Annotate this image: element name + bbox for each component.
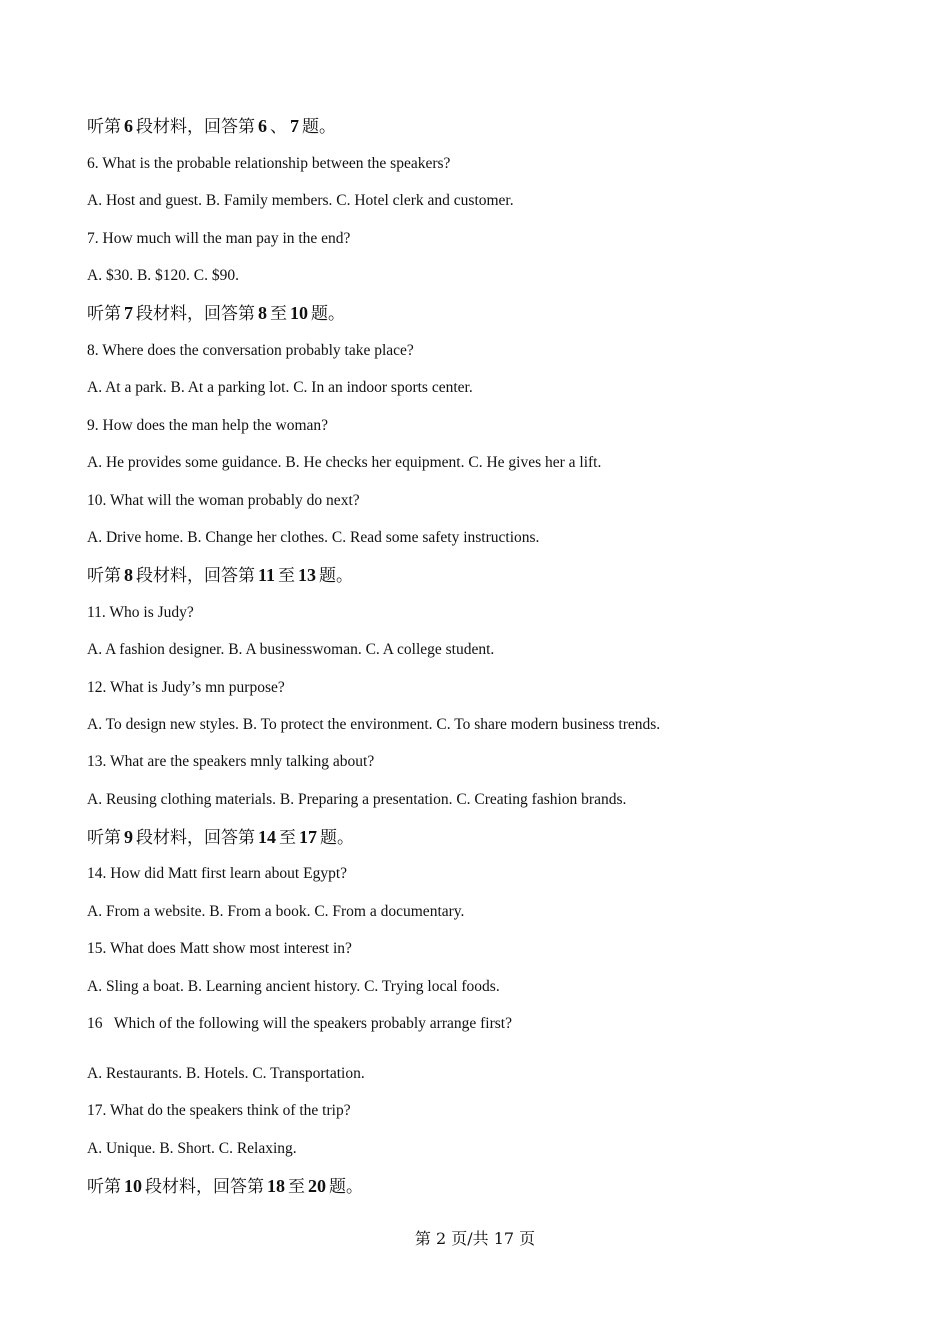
question-8: 8. Where does the conversation probably take place?: [87, 342, 414, 359]
options-14: A. From a website. B. From a book. C. From a documentary.: [87, 903, 465, 920]
heading-number: 8: [258, 303, 267, 323]
question-14: 14. How did Matt first learn about Egypt?: [87, 865, 348, 882]
heading-text: 听第: [87, 304, 121, 324]
heading-number: 17: [299, 827, 317, 847]
options-16: A. Restaurants. B. Hotels. C. Transportation.: [87, 1065, 365, 1082]
heading-text: 段材料，回答第: [136, 828, 255, 848]
options-13: A. Reusing clothing materials. B. Preparing a presentation. C. Creating fashion brands.: [87, 791, 627, 808]
heading-number: 7: [124, 303, 133, 323]
heading-text: 题。: [320, 828, 354, 848]
section-heading-8: [87, 565, 353, 586]
heading-text: 至: [288, 1177, 305, 1197]
heading-number: 6: [124, 116, 133, 136]
options-11: A. A fashion designer. B. A businesswoman. C. A college student.: [87, 641, 495, 658]
options-9: A. He provides some guidance. B. He checks her equipment. C. He gives her a lift.: [87, 454, 602, 471]
heading-text: 听第: [87, 1177, 121, 1197]
heading-text: 听第: [87, 117, 121, 137]
heading-text: 题。: [319, 566, 354, 586]
heading-text: 至: [270, 304, 287, 324]
options-17: A. Unique. B. Short. C. Relaxing.: [87, 1140, 297, 1157]
question-11: 11. Who is Judy?: [87, 604, 194, 621]
question-13: 13. What are the speakers mnly talking about?: [87, 753, 375, 770]
heading-number: 11: [258, 565, 276, 585]
question-10: 10. What will the woman probably do next?: [87, 492, 360, 509]
heading-number: 14: [258, 827, 276, 847]
options-10: A. Drive home. B. Change her clothes. C. Read some safety instructions.: [87, 529, 540, 546]
options-6: A. Host and guest. B. Family members. C. Hotel clerk and customer.: [87, 192, 514, 209]
heading-number: 13: [298, 565, 317, 585]
options-15: A. Sling a boat. B. Learning ancient history. C. Trying local foods.: [87, 978, 500, 995]
question-7: 7. How much will the man pay in the end?: [87, 230, 351, 247]
heading-text: 听第: [87, 566, 121, 586]
question-15: 15. What does Matt show most interest in?: [87, 940, 352, 957]
options-7: A. $30. B. $120. C. $90.: [87, 267, 239, 284]
heading-text: 、: [270, 117, 287, 137]
heading-text: 题。: [329, 1177, 363, 1197]
heading-text: 段材料，回答第: [145, 1177, 264, 1197]
heading-text: 段材料，回答第: [136, 304, 255, 324]
heading-text: 至: [278, 566, 296, 586]
heading-number: 20: [308, 1176, 326, 1196]
heading-text: 听第: [87, 828, 121, 848]
heading-number: 8: [124, 565, 133, 585]
heading-number: 10: [290, 303, 308, 323]
section-heading-7: [87, 303, 345, 324]
question-6: 6. What is the probable relationship between the speakers?: [87, 155, 451, 172]
heading-text: 段材料，回答第: [136, 566, 255, 586]
heading-number: 18: [267, 1176, 285, 1196]
section-heading-6: [87, 116, 336, 137]
question-16: 16 Which of the following will the speakers probably arrange first?: [87, 1015, 512, 1032]
section-heading-10: [87, 1176, 363, 1197]
heading-number: 10: [124, 1176, 142, 1196]
heading-number: 7: [290, 116, 299, 136]
heading-number: 9: [124, 827, 133, 847]
options-8: A. At a park. B. At a parking lot. C. In an indoor sports center.: [87, 379, 473, 396]
heading-text: 至: [279, 828, 296, 848]
heading-text: 题。: [311, 304, 345, 324]
options-12: A. To design new styles. B. To protect the environment. C. To share modern business trends.: [87, 716, 661, 733]
question-9: 9. How does the man help the woman?: [87, 417, 329, 434]
page-footer: 第 2 页/共 17 页: [414, 1229, 536, 1248]
heading-text: 段材料，回答第: [136, 117, 255, 137]
heading-number: 6: [258, 116, 267, 136]
section-heading-9: [87, 827, 354, 848]
question-17: 17. What do the speakers think of the trip?: [87, 1102, 351, 1119]
question-12: 12. What is Judy’s mn purpose?: [87, 679, 285, 696]
heading-text: 题。: [302, 117, 336, 137]
